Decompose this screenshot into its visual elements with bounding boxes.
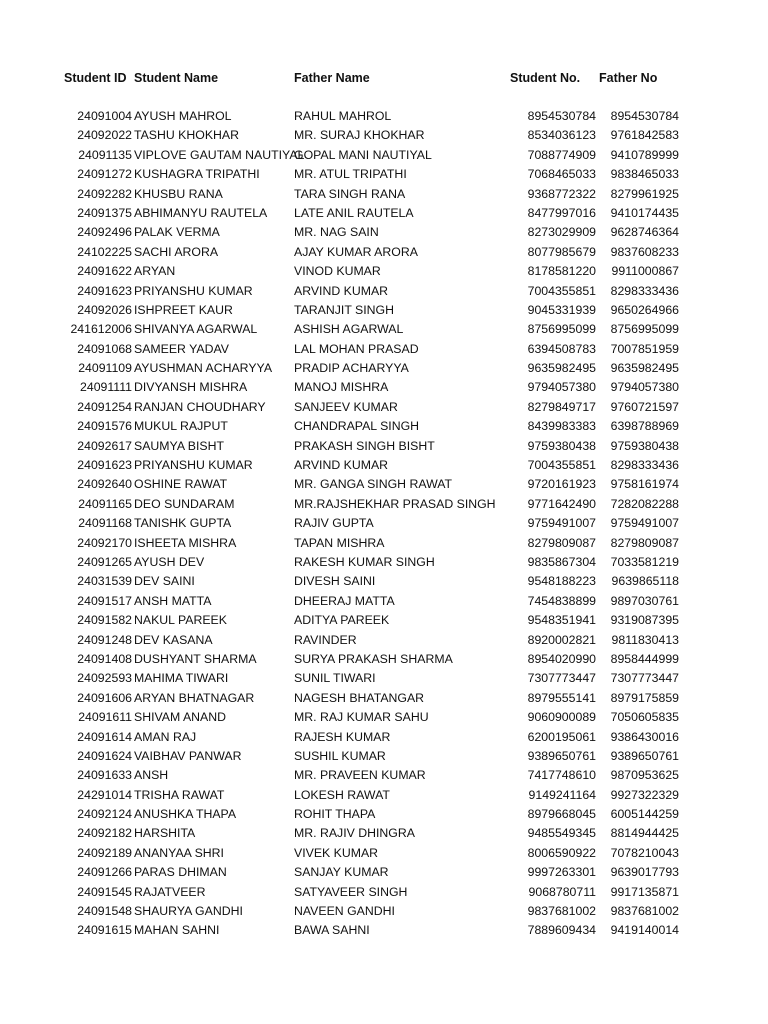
father-name-cell: SURYA PRAKASH SHARMA xyxy=(294,651,453,666)
student-name-cell: ABHIMANYU RAUTELA xyxy=(134,205,268,220)
father-no-cell: 9761842583 xyxy=(610,128,679,143)
student-no-cell: 9997263301 xyxy=(527,865,596,880)
student-name-cell: RANJAN CHOUDHARY xyxy=(134,399,266,414)
student-id-cell: 24102225 xyxy=(77,244,132,259)
student-name-cell: SAUMYA BISHT xyxy=(134,438,224,453)
student-no-cell: 9548351941 xyxy=(527,613,596,628)
table-row xyxy=(0,824,768,843)
father-name-cell: LATE ANIL RAUTELA xyxy=(294,205,414,220)
header-student-name: Student Name xyxy=(134,71,219,85)
father-no-cell: 9870953625 xyxy=(610,768,679,783)
student-no-cell: 9794057380 xyxy=(527,380,596,395)
father-no-cell: 9759491007 xyxy=(610,516,679,531)
header-father-no: Father No xyxy=(599,71,658,85)
student-id-cell: 24091248 xyxy=(77,632,132,647)
father-name-cell: MR. RAJ KUMAR SAHU xyxy=(294,710,429,725)
header-father-name: Father Name xyxy=(294,71,370,85)
student-id-cell: 24091623 xyxy=(77,458,132,473)
father-no-cell: 9759380438 xyxy=(610,438,679,453)
student-no-cell: 8979555141 xyxy=(527,690,596,705)
table-row xyxy=(0,320,768,339)
father-no-cell: 9917135871 xyxy=(610,884,679,899)
student-id-cell: 24092170 xyxy=(77,535,132,550)
father-no-cell: 9927322329 xyxy=(610,787,679,802)
student-id-cell: 24092189 xyxy=(77,845,132,860)
student-name-cell: DEO SUNDARAM xyxy=(134,496,235,511)
student-no-cell: 9368772322 xyxy=(527,186,596,201)
table-row xyxy=(0,611,768,630)
father-no-cell: 9837681002 xyxy=(610,904,679,919)
father-name-cell: RAJESH KUMAR xyxy=(294,729,391,744)
student-id-cell: 24091068 xyxy=(77,341,132,356)
student-name-cell: DEV SAINI xyxy=(134,574,195,589)
father-name-cell: NAVEEN GANDHI xyxy=(294,904,395,919)
father-no-cell: 8756995099 xyxy=(610,322,679,337)
father-no-cell: 9635982495 xyxy=(610,361,679,376)
student-name-cell: ARYAN BHATNAGAR xyxy=(134,690,255,705)
father-name-cell: ASHISH AGARWAL xyxy=(294,322,404,337)
student-id-cell: 24091272 xyxy=(77,167,132,182)
student-id-cell: 24092496 xyxy=(77,225,132,240)
father-no-cell: 9319087395 xyxy=(610,613,679,628)
student-no-cell: 8756995099 xyxy=(527,322,596,337)
table-row xyxy=(0,592,768,611)
table-row xyxy=(0,553,768,572)
student-no-cell: 6200195061 xyxy=(527,729,596,744)
table-row xyxy=(0,669,768,688)
student-name-cell: DEV KASANA xyxy=(134,632,213,647)
father-name-cell: MR. GANGA SINGH RAWAT xyxy=(294,477,453,492)
student-no-cell: 9835867304 xyxy=(527,554,596,569)
student-id-cell: 24091408 xyxy=(77,651,132,666)
student-name-cell: AYUSH MAHROL xyxy=(134,109,232,123)
table-row xyxy=(0,902,768,921)
father-name-cell: TARA SINGH RANA xyxy=(294,186,406,201)
table-row xyxy=(0,883,768,902)
student-name-cell: ANSH xyxy=(134,768,169,783)
father-name-cell: RAVINDER xyxy=(294,632,357,647)
student-name-cell: AYUSHMAN ACHARYYA xyxy=(134,361,273,376)
father-no-cell: 7007851959 xyxy=(610,341,679,356)
student-id-cell: 24091111 xyxy=(80,380,132,395)
student-name-cell: ANSH MATTA xyxy=(134,593,212,608)
student-no-cell: 8439983383 xyxy=(527,419,596,434)
student-name-cell: SHAURYA GANDHI xyxy=(134,904,243,919)
student-no-cell: 9045331939 xyxy=(527,302,596,317)
student-name-cell: MAHAN SAHNI xyxy=(134,923,220,938)
table-row xyxy=(0,514,768,533)
father-no-cell: 9639017793 xyxy=(610,865,679,880)
student-no-cell: 9149241164 xyxy=(528,787,596,802)
table-row xyxy=(0,359,768,378)
father-name-cell: ARVIND KUMAR xyxy=(294,458,389,473)
student-id-cell: 24091624 xyxy=(77,748,132,763)
student-name-cell: PALAK VERMA xyxy=(134,225,220,240)
father-no-cell: 8279809087 xyxy=(610,535,679,550)
student-name-cell: ISHPREET KAUR xyxy=(134,302,233,317)
father-name-cell: SUNIL TIWARI xyxy=(294,671,376,686)
student-no-cell: 7068465033 xyxy=(527,167,596,182)
father-name-cell: ROHIT THAPA xyxy=(294,807,376,822)
father-name-cell: MR. NAG SAIN xyxy=(294,225,379,240)
table-row xyxy=(0,437,768,456)
student-name-cell: SHIVANYA AGARWAL xyxy=(134,322,258,337)
father-name-cell: NAGESH BHATANGAR xyxy=(294,690,425,705)
table-row xyxy=(0,766,768,785)
father-name-cell: ARVIND KUMAR xyxy=(294,283,389,298)
student-name-cell: NAKUL PAREEK xyxy=(134,613,227,628)
father-name-cell: PRAKASH SINGH BISHT xyxy=(294,438,435,453)
student-no-cell: 7454838899 xyxy=(527,593,596,608)
student-id-cell: 24091606 xyxy=(77,690,132,705)
father-no-cell: 8814944425 xyxy=(610,826,679,841)
table-body xyxy=(0,107,768,941)
table-row xyxy=(0,921,768,940)
student-name-cell: SHIVAM ANAND xyxy=(134,710,227,725)
header-student-no: Student No. xyxy=(510,71,581,85)
student-name-cell: ANUSHKA THAPA xyxy=(134,807,237,822)
student-no-cell: 8477997016 xyxy=(527,205,596,220)
student-name-cell: PRIYANSHU KUMAR xyxy=(134,283,253,298)
father-no-cell: 8958444999 xyxy=(610,651,679,666)
student-id-cell: 24091266 xyxy=(77,865,132,880)
student-id-cell: 24091614 xyxy=(77,729,132,744)
student-id-cell: 24091109 xyxy=(78,361,132,376)
student-name-cell: MUKUL RAJPUT xyxy=(134,419,228,434)
table-row xyxy=(0,747,768,766)
student-name-cell: SACHI ARORA xyxy=(134,244,219,259)
student-no-cell: 8178581220 xyxy=(527,264,596,279)
student-id-cell: 24091165 xyxy=(78,496,132,511)
table-row xyxy=(0,398,768,417)
father-no-cell: 6398788969 xyxy=(610,419,679,434)
father-no-cell: 9897030761 xyxy=(610,593,679,608)
student-name-cell: HARSHITA xyxy=(134,826,196,841)
table-row xyxy=(0,689,768,708)
table-row xyxy=(0,456,768,475)
father-name-cell: AJAY KUMAR ARORA xyxy=(294,244,418,259)
father-name-cell: RAKESH KUMAR SINGH xyxy=(294,554,435,569)
table-row xyxy=(0,107,768,126)
table-row xyxy=(0,495,768,514)
table-row xyxy=(0,863,768,882)
student-no-cell: 6394508783 xyxy=(527,341,596,356)
father-name-cell: BAWA SAHNI xyxy=(294,923,370,938)
father-no-cell: 9794057380 xyxy=(610,380,679,395)
student-no-cell: 7088774909 xyxy=(527,147,596,162)
student-id-cell: 24291014 xyxy=(77,787,132,802)
table-row xyxy=(0,126,768,145)
student-id-cell: 24091623 xyxy=(77,283,132,298)
father-no-cell: 9758161974 xyxy=(610,477,679,492)
student-name-cell: RAJATVEER xyxy=(134,884,206,899)
student-no-cell: 9485549345 xyxy=(527,826,596,841)
father-name-cell: MR. SURAJ KHOKHAR xyxy=(294,128,425,143)
student-id-cell: 24091254 xyxy=(77,399,132,414)
father-name-cell: DIVESH SAINI xyxy=(294,574,376,589)
father-name-cell: SANJAY KUMAR xyxy=(294,865,389,880)
father-no-cell: 8954530784 xyxy=(610,109,679,123)
student-id-cell: 24091548 xyxy=(77,904,132,919)
student-name-cell: TASHU KHOKHAR xyxy=(134,128,239,143)
father-name-cell: SUSHIL KUMAR xyxy=(294,748,386,763)
table-row xyxy=(0,805,768,824)
father-no-cell: 9837608233 xyxy=(610,244,679,259)
table-row xyxy=(0,262,768,281)
student-id-cell: 24091611 xyxy=(78,710,132,725)
father-name-cell: TAPAN MISHRA xyxy=(294,535,385,550)
table-row xyxy=(0,534,768,553)
student-id-cell: 24092640 xyxy=(77,477,132,492)
father-no-cell: 7282082288 xyxy=(610,496,679,511)
father-name-cell: MANOJ MISHRA xyxy=(294,380,389,395)
student-no-cell: 8279809087 xyxy=(527,535,596,550)
student-id-cell: 24092124 xyxy=(77,807,132,822)
father-name-cell: LAL MOHAN PRASAD xyxy=(294,341,419,356)
student-id-cell: 24091375 xyxy=(77,205,132,220)
student-no-cell: 9771642490 xyxy=(527,496,596,511)
father-name-cell: CHANDRAPAL SINGH xyxy=(294,419,420,434)
student-id-cell: 24092617 xyxy=(77,438,132,453)
student-no-cell: 8534036123 xyxy=(527,128,596,143)
father-name-cell: TARANJIT SINGH xyxy=(294,302,394,317)
student-id-cell: 24092026 xyxy=(77,302,132,317)
table-row xyxy=(0,223,768,242)
father-no-cell: 8298333436 xyxy=(610,458,679,473)
table-row xyxy=(0,340,768,359)
student-no-cell: 9759380438 xyxy=(527,438,596,453)
father-no-cell: 9628746364 xyxy=(610,225,679,240)
student-no-cell: 7417748610 xyxy=(527,768,596,783)
student-name-cell: ARYAN xyxy=(134,264,176,279)
father-name-cell: ADITYA PAREEK xyxy=(294,613,390,628)
student-name-cell: PARAS DHIMAN xyxy=(134,865,227,880)
student-id-cell: 24091582 xyxy=(77,613,132,628)
table-row xyxy=(0,631,768,650)
student-no-cell: 9548188223 xyxy=(527,574,596,589)
table-row xyxy=(0,786,768,805)
father-no-cell: 9639865118 xyxy=(611,574,679,589)
student-id-cell: 24091168 xyxy=(78,516,132,531)
student-id-cell: 24092022 xyxy=(77,128,132,143)
father-no-cell: 9410174435 xyxy=(610,205,679,220)
student-no-cell: 8279849717 xyxy=(527,399,596,414)
father-no-cell: 7078210043 xyxy=(610,845,679,860)
father-no-cell: 9811830413 xyxy=(611,632,679,647)
student-id-cell: 24091633 xyxy=(77,768,132,783)
student-id-cell: 24091517 xyxy=(77,593,132,608)
father-no-cell: 9760721597 xyxy=(610,399,679,414)
father-no-cell: 9389650761 xyxy=(610,748,679,763)
table-row xyxy=(0,301,768,320)
student-no-cell: 7004355851 xyxy=(527,458,596,473)
father-name-cell: RAJIV GUPTA xyxy=(294,516,374,531)
student-name-cell: MAHIMA TIWARI xyxy=(134,671,229,686)
student-id-cell: 24092282 xyxy=(77,186,132,201)
table-row xyxy=(0,650,768,669)
table-row xyxy=(0,728,768,747)
father-no-cell: 9650264966 xyxy=(610,302,679,317)
table-row xyxy=(0,475,768,494)
student-no-cell: 8954530784 xyxy=(527,109,596,123)
student-no-cell: 9837681002 xyxy=(527,904,596,919)
table-row xyxy=(0,165,768,184)
student-name-cell: KUSHAGRA TRIPATHI xyxy=(134,167,260,182)
student-no-cell: 8006590922 xyxy=(527,845,596,860)
father-name-cell: LOKESH RAWAT xyxy=(294,787,390,802)
father-no-cell: 8979175859 xyxy=(610,690,679,705)
father-name-cell: MR. RAJIV DHINGRA xyxy=(294,826,415,841)
student-id-cell: 24091545 xyxy=(77,884,132,899)
student-no-cell: 8979668045 xyxy=(527,807,596,822)
father-name-cell: VINOD KUMAR xyxy=(294,264,381,279)
student-id-cell: 24091265 xyxy=(77,554,132,569)
table-row xyxy=(0,243,768,262)
student-no-cell: 9060900089 xyxy=(527,710,596,725)
student-name-cell: SAMEER YADAV xyxy=(134,341,229,356)
father-no-cell: 9419140014 xyxy=(610,923,679,938)
father-no-cell: 9410789999 xyxy=(610,147,679,162)
table-row xyxy=(0,204,768,223)
student-id-cell: 24091615 xyxy=(77,923,132,938)
father-name-cell: SANJEEV KUMAR xyxy=(294,399,398,414)
student-name-cell: ISHEETA MISHRA xyxy=(134,535,237,550)
student-id-cell: 24091135 xyxy=(78,147,132,162)
table-row xyxy=(0,282,768,301)
student-no-cell: 8920002821 xyxy=(527,632,596,647)
father-name-cell: RAHUL MAHROL xyxy=(294,109,392,123)
table-row xyxy=(0,417,768,436)
table-row xyxy=(0,378,768,397)
table-row xyxy=(0,146,768,165)
student-name-cell: VAIBHAV PANWAR xyxy=(134,748,242,763)
father-no-cell: 7033581219 xyxy=(610,554,679,569)
student-no-cell: 9635982495 xyxy=(527,361,596,376)
table-row xyxy=(0,844,768,863)
student-name-cell: KHUSBU RANA xyxy=(134,186,223,201)
student-name-cell: VIPLOVE GAUTAM NAUTIYAL xyxy=(134,147,305,162)
header-student-id: Student ID xyxy=(64,71,127,85)
student-id-cell: 24091004 xyxy=(77,109,132,123)
student-name-cell: TANISHK GUPTA xyxy=(134,516,232,531)
student-id-cell: 24091622 xyxy=(77,264,132,279)
student-no-cell: 8077985679 xyxy=(527,244,596,259)
student-no-cell: 9068780711 xyxy=(528,884,596,899)
student-name-cell: DIVYANSH MISHRA xyxy=(134,380,248,395)
student-name-cell: PRIYANSHU KUMAR xyxy=(134,458,253,473)
father-name-cell: DHEERAJ MATTA xyxy=(294,593,395,608)
table-row xyxy=(0,572,768,591)
student-id-cell: 24092593 xyxy=(77,671,132,686)
father-name-cell: MR. ATUL TRIPATHI xyxy=(294,167,407,182)
student-no-cell: 9759491007 xyxy=(527,516,596,531)
father-no-cell: 9838465033 xyxy=(610,167,679,182)
father-no-cell: 7307773447 xyxy=(610,671,679,686)
table-header xyxy=(0,71,768,89)
father-name-cell: PRADIP ACHARYYA xyxy=(294,361,409,376)
father-no-cell: 9911000867 xyxy=(611,264,679,279)
student-id-cell: 24031539 xyxy=(77,574,132,589)
father-no-cell: 8279961925 xyxy=(610,186,679,201)
student-name-cell: AMAN RAJ xyxy=(134,729,197,744)
student-name-cell: TRISHA RAWAT xyxy=(134,787,225,802)
student-name-cell: ANANYAA SHRI xyxy=(134,845,224,860)
student-no-cell: 9720161923 xyxy=(527,477,596,492)
student-no-cell: 7307773447 xyxy=(527,671,596,686)
father-name-cell: VIVEK KUMAR xyxy=(294,845,379,860)
student-no-cell: 7889609434 xyxy=(527,923,596,938)
student-name-cell: AYUSH DEV xyxy=(134,554,205,569)
student-name-cell: OSHINE RAWAT xyxy=(134,477,228,492)
father-name-cell: SATYAVEER SINGH xyxy=(294,884,408,899)
father-name-cell: MR. PRAVEEN KUMAR xyxy=(294,768,426,783)
father-no-cell: 6005144259 xyxy=(610,807,679,822)
father-no-cell: 7050605835 xyxy=(610,710,679,725)
father-name-cell: GOPAL MANI NAUTIYAL xyxy=(294,147,432,162)
student-id-cell: 241612006 xyxy=(70,322,132,337)
father-no-cell: 8298333436 xyxy=(610,283,679,298)
student-no-cell: 8273029909 xyxy=(527,225,596,240)
table-row xyxy=(0,708,768,727)
student-no-cell: 7004355851 xyxy=(527,283,596,298)
table-row xyxy=(0,185,768,204)
father-name-cell: MR.RAJSHEKHAR PRASAD SINGH xyxy=(294,496,496,511)
student-id-cell: 24091576 xyxy=(77,419,132,434)
student-no-cell: 8954020990 xyxy=(527,651,596,666)
student-no-cell: 9389650761 xyxy=(527,748,596,763)
student-id-cell: 24092182 xyxy=(77,826,132,841)
student-name-cell: DUSHYANT SHARMA xyxy=(134,651,257,666)
father-no-cell: 9386430016 xyxy=(610,729,679,744)
